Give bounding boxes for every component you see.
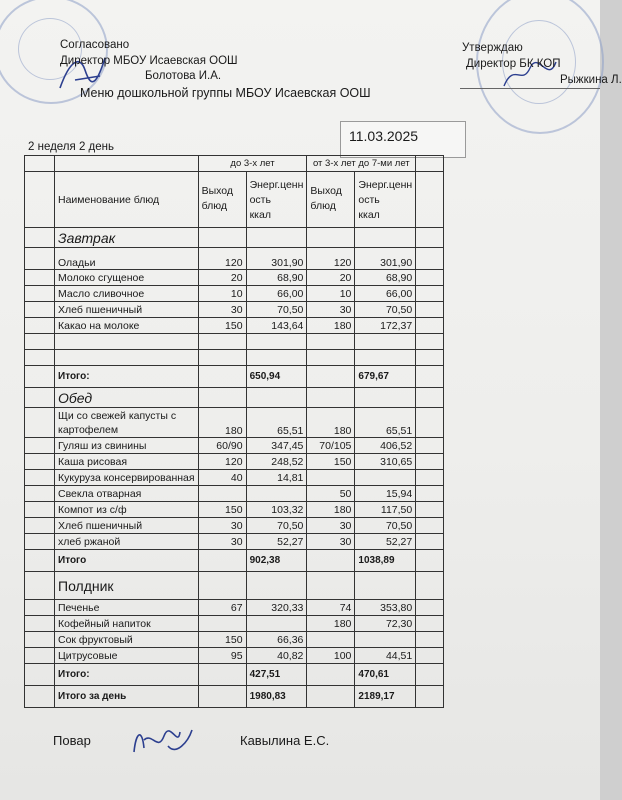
date-box [340,121,466,158]
table-row: Щи со свежей капусты с картофелем 180 65,51 180 65,51 [25,408,444,438]
approved-right-label: Утверждаю [462,42,523,54]
director-right-title: Директор БК КОП [466,58,561,70]
snack-total-row: Итого: 427,51 470,61 [25,664,444,686]
energy-header-2: Энерг.ценн [358,179,413,191]
table-row: Цитрусовые 95 40,82 100 44,51 [25,648,444,664]
week-day-label: 2 неделя 2 день [28,141,114,153]
table-row: Хлеб пшеничный 30 70,50 30 70,50 [25,302,444,318]
director-right-name: Рыжкина Л. [560,74,622,86]
breakfast-total-row: Итого: 650,94 679,67 [25,366,444,388]
table-row: Какао на молоке 150 143,64 180 172,37 [25,318,444,334]
director-left-name: Болотова И.А. [145,70,222,82]
table-row: Кофейный напиток 180 72,30 [25,616,444,632]
director-left-title: Директор МБОУ Исаевская ООШ [60,55,238,67]
table-row: Хлеб пшеничный 30 70,50 30 70,50 [25,518,444,534]
table-row: Гуляш из свинины 60/90 347,45 70/105 406,52 [25,438,444,454]
table-row: Кукуруза консервированная 40 14,81 [25,470,444,486]
table-row: хлеб ржаной 30 52,27 30 52,27 [25,534,444,550]
table-row: Сок фруктовый 150 66,36 [25,632,444,648]
group-young-header: до 3-х лет [230,158,275,169]
yield-header-2: Выход [310,185,342,197]
cook-label: Повар [53,733,91,748]
yield-header: Выход [201,185,233,197]
approved-left-label: Согласовано [60,39,130,51]
table-row: Печенье 67 320,33 74 353,80 [25,600,444,616]
group-old-header: от 3-х лет до 7-ми лет [312,158,410,169]
table-row: Свекла отварная 50 15,94 [25,486,444,502]
table-row: Молоко сгущеное 20 68,90 20 68,90 [25,270,444,286]
cook-name: Кавылина Е.С. [240,733,330,748]
menu-title: Меню дошкольной группы МБОУ Исаевская ООШ [80,86,371,100]
table-row: Масло сливочное 10 66,00 10 66,00 [25,286,444,302]
column-name-header: Наименование блюд [58,193,160,206]
table-row: Оладьи 120 301,90 120 301,90 [25,248,444,270]
energy-header: Энерг.ценн [249,179,304,191]
breakfast-title: Завтрак [58,229,116,246]
menu-table: до 3-х лет от 3-х лет до 7-ми лет Наименование блюд Выход блюд Энерг.ценн ость ккал Выход блюд Энерг.ценн ость ккал Завтрак Оладьи 120 301,90 120 301,90 Молоко сгущеное 20 68,90 20 68,90 Масло сливочное 10 66,00 10 66,00 Хлеб пшеничный 30 70,50 30 70,50 Какао на молоке 150 143,64 180 172,37 Итого: 650,94 679,67 Обед Щи со свежей капусты с картофелем 180 65,51 180 65,51 Гуляш из свинины 60/90 347,45 70/105 406,52 Каша рисовая 120 248,52 150 310,65 Кукуруза консервированная 40 14,81 Свекла отварная 50 15,94 Компот из с/ф 150 103,32 180 117,50 Хлеб пшеничный 30 70,50 30 70,50 хлеб ржаной 30 52,27 30 52,27 Итого 902,38 1038,89 Полдник Печенье 67 320,33 74 353,80 Кофейный напиток 180 72,30 Сок фруктовый 150 66,36 Цитрусовые 95 40,82 100 44,51 Итого: 427,51 470,61 Итого за день 1980,83 2189,17 [24,155,444,708]
table-row: Каша рисовая 120 248,52 150 310,65 [25,454,444,470]
date-value: 11.03.2025 [349,128,419,144]
lunch-title: Обед [58,389,93,406]
cook-signature [128,722,198,762]
lunch-total-row: Итого 902,38 1038,89 [25,550,444,572]
table-row: Компот из с/ф 150 103,32 180 117,50 [25,502,444,518]
day-total-row: Итого за день 1980,83 2189,17 [25,686,444,708]
signature-line [460,88,600,89]
snack-title: Полдник [58,577,114,594]
